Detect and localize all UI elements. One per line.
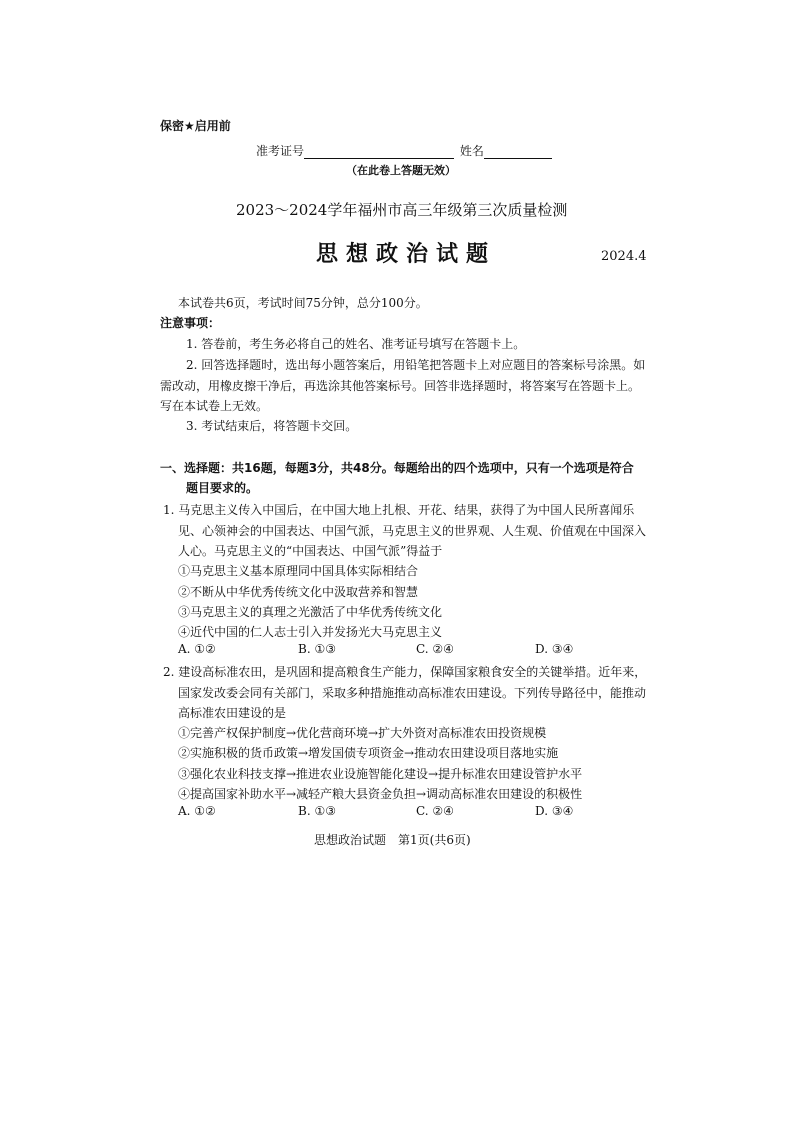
q1-stem-line: 见、心领神会的中国表达、中国气派，马克思主义的世界观、人生观、价值观在中国深入 [178, 524, 647, 538]
q2-stem-line: 2. 建设高标准农田，是巩固和提高粮食生产能力，保障国家粮食安全的关键举措。近年来， [163, 665, 647, 679]
notice-item: 写在本试卷上无效。 [160, 399, 269, 413]
name-blank [484, 146, 552, 159]
name-label: 姓名 [459, 144, 484, 158]
q1-option-a: A. ①② [178, 642, 216, 656]
q1-option-c: C. ②④ [416, 642, 454, 656]
exam-date: 2024.4 [601, 249, 647, 264]
q2-option-c: C. ②④ [416, 804, 454, 818]
q2-item: ①完善产权保护制度→优化营商环境→扩大外资对高标准农田投资规模 [178, 726, 547, 740]
q1-stem-line: 1. 马克思主义传入中国后，在中国大地上扎根、开花、结果，获得了为中国人民所喜闻乐 [163, 503, 635, 517]
q2-option-a: A. ①② [178, 804, 216, 818]
notice-item: 需改动，用橡皮擦干净后，再选涂其他答案标号。回答非选择题时，将答案写在答题卡上。 [160, 379, 641, 393]
q1-item: ②不断从中华优秀传统文化中汲取营养和智慧 [178, 585, 419, 599]
q2-stem-line: 国家发改委会同有关部门，采取多种措施推动高标准农田建设。下列传导路径中，能推动 [178, 686, 647, 700]
exam-title: 2023～2024学年福州市高三年级第三次质量检测 [236, 201, 568, 219]
q2-option-d: D. ③④ [535, 804, 574, 818]
confidential-label: 保密★启用前 [160, 119, 231, 133]
notice-item: 3. 考试结束后，将答题卡交回。 [186, 419, 358, 433]
q1-item: ①马克思主义基本原理同中国具体实际相结合 [178, 564, 419, 578]
notice-item: 1. 答卷前，考生务必将自己的姓名、准考证号填写在答题卡上。 [186, 337, 526, 351]
q2-item: ③强化农业科技支撑→推进农业设施智能化建设→提升标准农田建设管护水平 [178, 767, 583, 781]
q2-item: ②实施积极的货币政策→增发国债专项资金→推动农田建设项目落地实施 [178, 746, 559, 760]
exam-number-blank [304, 146, 454, 159]
notice-item: 2. 回答选择题时，选出每小题答案后，用铅笔把答题卡上对应题目的答案标号涂黑。如 [186, 358, 646, 372]
q1-item: ④近代中国的仁人志士引入并发扬光大马克思主义 [178, 625, 443, 639]
section-heading-cont: 题目要求的。 [186, 481, 259, 495]
q1-item: ③马克思主义的真理之光激活了中华优秀传统文化 [178, 605, 443, 619]
notice-heading: 注意事项： [160, 316, 221, 330]
q2-item: ④提高国家补助水平→减轻产粮大县资金负担→调动高标准农田建设的积极性 [178, 787, 583, 801]
q2-stem-line: 高标准农田建设的是 [178, 706, 287, 720]
section-heading: 一、选择题：共16题，每题3分，共48分。每题给出的四个选项中，只有一个选项是符合 [160, 461, 634, 475]
invalid-note: （在此卷上答题无效） [346, 164, 456, 177]
intro-text: 本试卷共6页，考试时间75分钟，总分100分。 [178, 296, 428, 310]
page-footer: 思想政治试题 第1页(共6页) [314, 833, 471, 847]
subject-title: 思想政治试题 [316, 242, 497, 267]
q1-option-b: B. ①③ [298, 642, 336, 656]
q1-option-d: D. ③④ [535, 642, 574, 656]
exam-number-row [256, 143, 552, 159]
q1-stem-line: 人心。马克思主义的“中国表达、中国气派”得益于 [178, 544, 443, 558]
q2-option-b: B. ①③ [298, 804, 336, 818]
exam-number-label: 准考证号 [256, 144, 305, 158]
